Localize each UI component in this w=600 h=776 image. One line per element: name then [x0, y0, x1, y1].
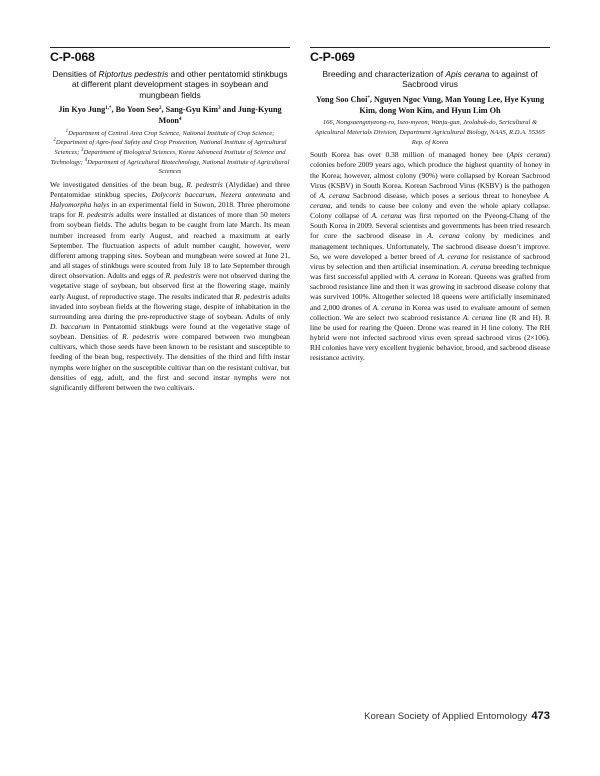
section-rule — [50, 47, 290, 48]
journal-name: Korean Society of Applied Entomology — [364, 711, 528, 722]
author-list: Jin Kyo Jung$^{1,*}$, Bo Yoon Seo$^2$, Sang-Gyu Kim$^3$ and Jung-Kyung Moon$^4$ — [58, 105, 282, 126]
abstract-body: We investigated densities of the bean bug, R. pedestris (Alydidae) and three Pentatomidae stinkbug species, Dolycoris baccarum, Nezera antennata and Halyomorpha halys in an experimental field in Suwon, 2018. Three pheromone traps for R. pedestris adults were installed at distances of more than 50 meters from soybean fields. The adults began to be caught from late March. Its mean number increased from early August, and reached a maximum at early September. The fluctuation aspects of adult number caught, however, were different among trapping sites. Soybean and mungbean were sowed at June 21, and all stages of stinkbugs were scouted from July 18 to late September through direct observation. Adults and eggs of R. pedestris were not observed during the vegetative stage of soybean, but observed first at the flowering stage, mainly early August, of reproductive stage. The results indicated that R. pedestris adults invaded into soybean fields at the flowering stage, despite of inhabitation in the surrounding area during the pre-reproductive stage of soybean. Adults of only D. baccarum in Pentatomid stinkbugs were found at the vegetative stage of soybean. Densities of R. pedestris were compared between two mungbean cultivars, which those seeds have been known to be resistant and susceptible to feeding of the bean bug, respectively. The densities of the third and fifth instar nymphs were higher on the susceptible cultivar than on the resistant cultivar, but densities of egg, adult, and the first and second instar nymphs were not significantly different between the two cultivars. — [50, 179, 291, 392]
section-rule — [310, 47, 550, 48]
page-footer — [364, 710, 550, 722]
abstract-title: Breeding and characterization of Apis cerana to against of Sacbrood virus — [322, 69, 538, 90]
affiliation: $^1$Department of Central Area Crop Science, National Institute of Crop Science; $^2$Department of Agro-food Safety and Crop Protection, National Institute of Agricultural Sciences; $^3$Department of Biological Sciences, Korea Advanced Institute of Science and Technology; $^4$Department of Agricultural Biotechnology, National Institute of Agricultural Sciences — [50, 128, 290, 176]
abstract-code: C-P-069 — [310, 50, 355, 64]
affiliation: 166, Nongsaengmyeong-ro, Iseo-myeon, Wanju-gun, Jeolabuk-do, Sericultural & Apicultural Meterials Division, Department Agricultural Biology, NAAS, R.D.A. 55365 Rep. of Korea — [315, 119, 545, 146]
abstract-code: C-P-068 — [50, 50, 95, 64]
page-number: 473 — [531, 710, 550, 722]
abstract-column-left — [50, 47, 290, 393]
abstract-column-right — [310, 47, 550, 363]
abstract-body: South Korea has over 0.38 million of managed honey bee (Apis cerana) colonies before 2009 years ago, which produce the highest quantity of honey in the Korea; however, almost colony (90%) were collapsed by Korean Sacbrood Virus (KSBV) in South Korea. Korean Sacbrood Virus (KSBV) is the pathogen of A. cerana Sacbrood disease, which poses a serious threat to honeybee A. cerana, and tends to cause bee colony and even the whole apiary collapse. Colony collapse of A. cerana was first reported on the Pyeong-Chang of the South Korea in 2009. Several scientists and governments has been tried research for cure the sacbrood disease in A. cerana colony by medicines and management techniques. Unfortunately, The sacbrood disease doesn’t improve. So, we were developed a better breed of A. cerana for resistance of sacbrood virus by selection and then artificial insemination. A. cerana breeding technique was first successful applied with A. cerana in Korean. Queens was grafted from sacbrood resistance line and then it was growing in sacbrood disease colony that was survived 100%. Altogether selected 18 queens were artificially inseminated and 2,000 drones of A. cerana in Korea was used to evaluate amount of semen collection. We are select two scabrood resistance A. cerana line (R and H). R line be used for rearing the Queen. Drone was reared in H line colony. The RH hybrid were not infected sacbrood virus even spread sacbrood virus (2×106). RH colonies have very excellent hygienic behavior, brood, and sacbrood disease resistance activity. — [310, 150, 551, 363]
abstract-title: Densities of Riptortus pedestris and other pentatomid stinkbugs at different plant development stages in soybean and mungbean fields — [52, 69, 288, 100]
author-list: Yong Soo Choi*, Nguyen Ngoc Vung, Man Young Lee, Hye Kyung Kim, dong Won Kim, and Hyun Lim Oh — [315, 94, 545, 115]
